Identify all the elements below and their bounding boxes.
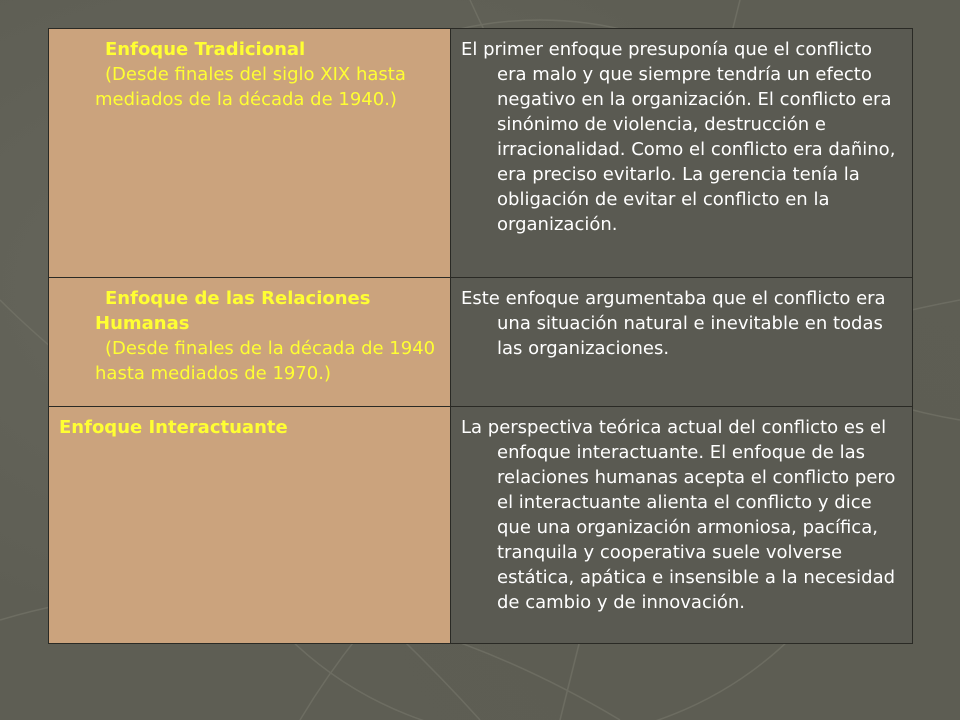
description-cell <box>451 29 913 278</box>
approach-cell <box>49 29 451 278</box>
approach-title: Enfoque Interactuante <box>59 417 288 438</box>
description-cell <box>451 407 913 644</box>
approach-cell <box>49 407 451 644</box>
table-row <box>49 278 913 407</box>
comparison-table <box>48 28 913 644</box>
description-cell <box>451 278 913 407</box>
approach-period: (Desde finales del siglo XIX hasta mediados de la década de 1940.) <box>95 64 406 110</box>
approach-period: (Desde finales de la década de 1940 hasta mediados de 1970.) <box>95 338 436 384</box>
approach-title: Enfoque Tradicional <box>105 39 306 60</box>
approach-title: Enfoque de las Relaciones Humanas <box>95 288 371 334</box>
approach-description: La perspectiva teórica actual del conflicto es el enfoque interactuante. El enfoque de las relaciones humanas acepta el conflicto pero el interactuante alienta el conflicto y dice que una organización armoniosa, pacífica, tranquila y cooperativa suele volverse estática, apática e insensible a la necesidad de cambio y de innovación. <box>461 417 896 613</box>
table-row <box>49 407 913 644</box>
table-row <box>49 29 913 278</box>
approach-cell <box>49 278 451 407</box>
approach-description: Este enfoque argumentaba que el conflicto era una situación natural e inevitable en todas las organizaciones. <box>461 288 886 359</box>
approach-description: El primer enfoque presuponía que el conflicto era malo y que siempre tendría un efecto negativo en la organización. El conflicto era sinónimo de violencia, destrucción e irracionalidad. Como el conflicto era dañino, era preciso evitarlo. La gerencia tenía la obligación de evitar el conflicto en la organización. <box>461 39 896 235</box>
